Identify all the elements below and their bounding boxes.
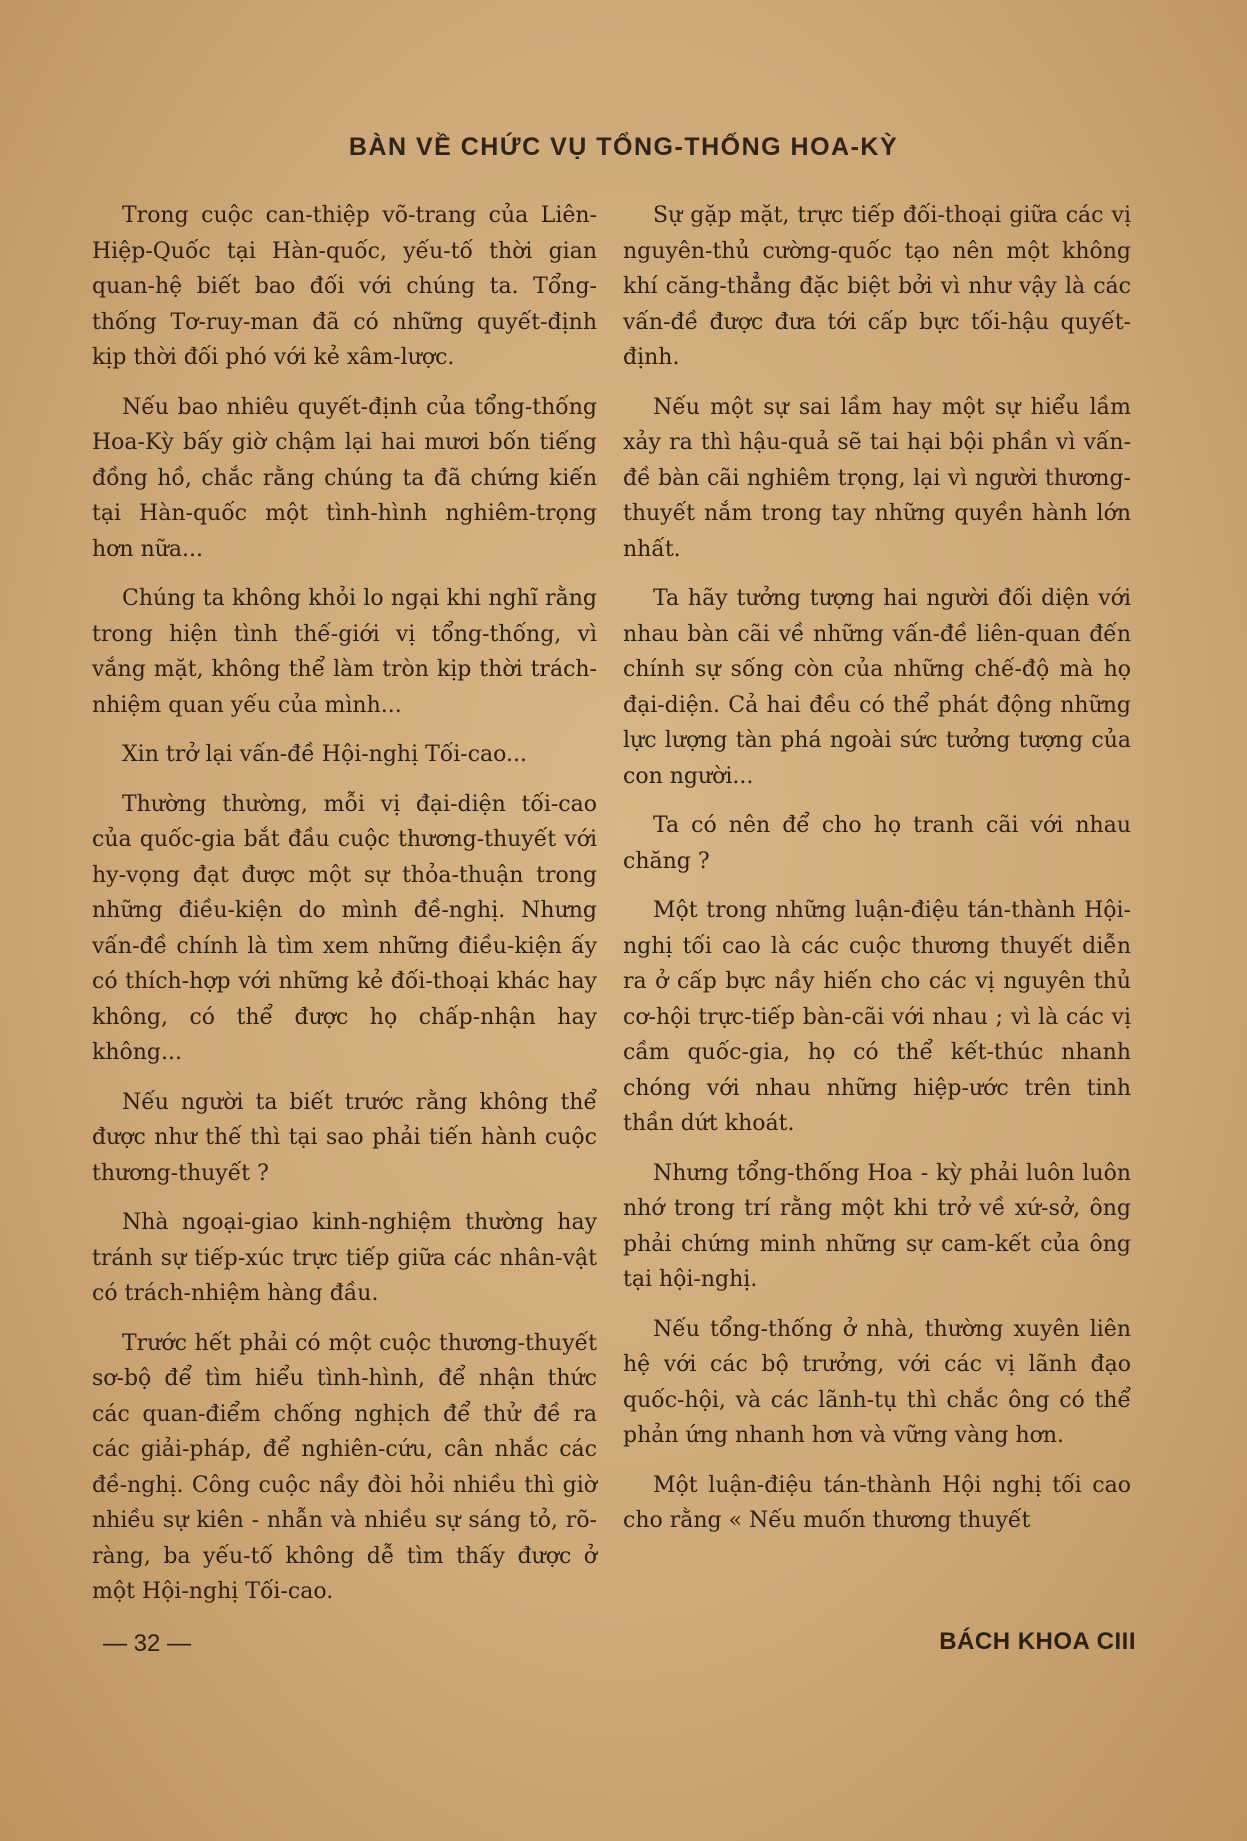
publication-name: BÁCH KHOA CIII [939,1628,1136,1655]
paragraph: Một luận-điệu tán-thành Hội nghị tối cao cho rằng « Nếu muốn thương thuyết [623,1472,1131,1533]
page-number: — 32 — [103,1630,192,1657]
paragraph: Nhà ngoại-giao kinh-nghiệm thường hay tránh sự tiếp-xúc trực tiếp giữa các nhân-vật có trách-nhiệm hàng đầu. [92,1210,597,1306]
paragraph: Thường thường, mỗi vị đại-diện tối-cao của quốc-gia bắt đầu cuộc thương-thuyết với hy-vọng đạt được một sự thỏa-thuận trong những điều-kiện do mình đề-nghị. Nhưng vấn-đề chính là tìm xem những điều-kiện ấy có thích-hợp với những kẻ đối-thoại khác hay không, có thể được họ chấp-nhận hay không... [92,791,597,1065]
paragraph: Nhưng tổng-thống Hoa - kỳ phải luôn luôn nhớ trong trí rằng một khi trở về xứ-sở, ông phải chứng minh những sự cam-kết của ông tại hội-nghị. [623,1160,1131,1292]
left-column [92,198,597,1624]
paragraph: Ta có nên để cho họ tranh cãi với nhau chăng ? [623,813,1131,874]
paragraph: Ta hãy tưởng tượng hai người đối diện với nhau bàn cãi về những vấn-đề liên-quan đến chính sự sống còn của những chế-độ mà họ đại-diện. Cả hai đều có thể phát động những lực lượng tàn phá ngoài sức tưởng tượng của con người... [623,586,1131,789]
paragraph: Nếu tổng-thống ở nhà, thường xuyên liên hệ với các bộ trưởng, với các vị lãnh đạo quốc-hội, và các lãnh-tụ thì chắc ông có thể phản ứng nhanh hơn và vững vàng hơn. [623,1316,1131,1448]
paragraph: Một trong những luận-điệu tán-thành Hội-nghị tối cao là các cuộc thương thuyết diễn ra ở cấp bực nầy hiến cho các vị nguyên thủ cơ-hội trực-tiếp bàn-cãi với nhau ; vì là các vị cầm quốc-gia, họ có thể kết-thúc nhanh chóng với nhau những hiệp-ước trên tinh thần dứt khoát. [623,898,1131,1136]
paragraph: Trước hết phải có một cuộc thương-thuyết sơ-bộ để tìm hiểu tình-hình, để nhận thức các quan-điểm chống nghịch để thử đề ra các giải-pháp, để nghiên-cứu, cân nhắc các đề-nghị. Công cuộc nầy đòi hỏi nhiều thì giờ nhiều sự kiên - nhẫn và nhiều sự sáng tỏ, rõ-ràng, ba yếu-tố không dễ tìm thấy được ở một Hội-nghị Tối-cao. [92,1330,597,1604]
right-column [623,198,1131,1553]
paragraph: Trong cuộc can-thiệp võ-trang của Liên-Hiệp-Quốc tại Hàn-quốc, yếu-tố thời gian quan-hệ biết bao đối với chúng ta. Tổng-thống Tơ-ruy-man đã có những quyết-định kịp thời đối phó với kẻ xâm-lược. [92,203,597,370]
paragraph: Chúng ta không khỏi lo ngại khi nghĩ rằng trong hiện tình thế-giới vị tổng-thống, vì vắng mặt, không thể làm tròn kịp thời trách-nhiệm quan yếu của mình... [92,586,597,718]
paragraph: Sự gặp mặt, trực tiếp đối-thoại giữa các vị nguyên-thủ cường-quốc tạo nên một không khí căng-thẳng đặc biệt bởi vì như vậy là các vấn-đề được đưa tới cấp bực tối-hậu quyết-định. [623,203,1131,370]
paragraph: Xin trở lại vấn-đề Hội-nghị Tối-cao... [122,742,527,767]
paragraph: Nếu một sự sai lầm hay một sự hiểu lầm xảy ra thì hậu-quả sẽ tai hại bội phần vì vấn-đề bàn cãi nghiêm trọng, lại vì người thương-thuyết nắm trong tay những quyền hành lớn nhất. [623,394,1131,562]
article-title: BÀN VỀ CHỨC VỤ TỔNG-THỐNG HOA-KỲ [348,133,899,161]
paragraph: Nếu bao nhiêu quyết-định của tổng-thống Hoa-Kỳ bấy giờ chậm lại hai mươi bốn tiếng đồng hồ, chắc rằng chúng ta đã chứng kiến tại Hàn-quốc một tình-hình nghiêm-trọng hơn nữa... [92,394,597,562]
paragraph: Nếu người ta biết trước rằng không thể được như thế thì tại sao phải tiến hành cuộc thương-thuyết ? [92,1089,597,1186]
